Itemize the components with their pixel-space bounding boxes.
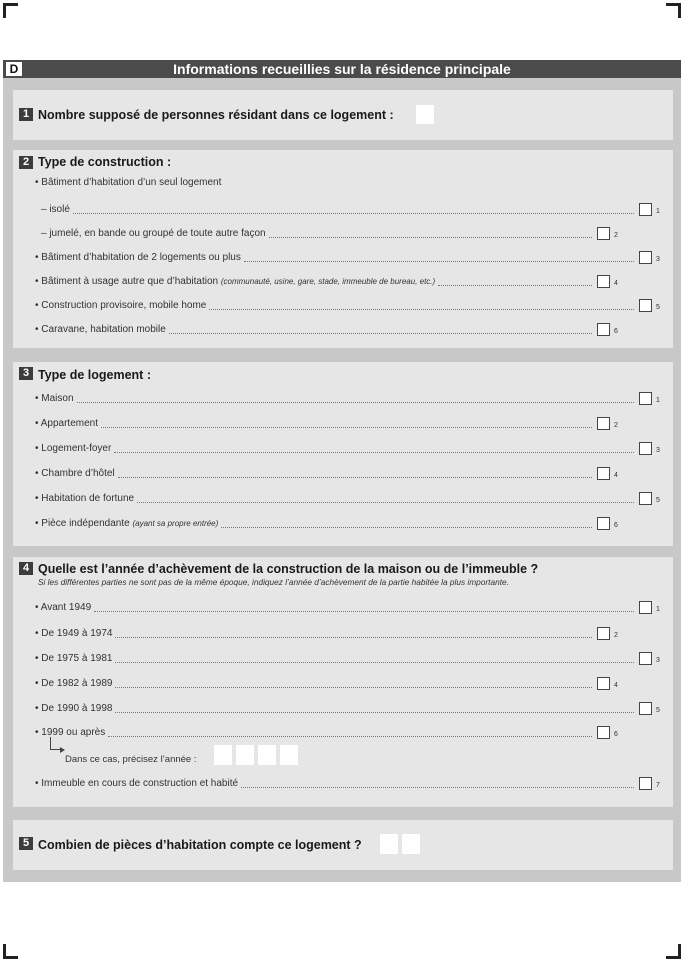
dot-leader	[77, 402, 634, 403]
crop-mark-bottom-right	[666, 944, 681, 959]
section-title: Informations recueillies sur la résidence principale	[173, 61, 511, 77]
question-2-box	[13, 150, 673, 348]
question-2-number: 2	[19, 156, 33, 169]
question-4-note: Si les différentes parties ne sont pas de la même époque, indiquez l’année d’achèvement de la partie habitée la plus importante.	[38, 577, 509, 587]
option-code: 6	[614, 731, 618, 738]
dot-leader	[73, 213, 634, 214]
question-4-number: 4	[19, 562, 33, 575]
question-2-text: Type de construction :	[38, 155, 172, 169]
option-code: 3	[656, 447, 660, 454]
section-header	[3, 60, 681, 78]
option-label: • Habitation de fortune	[35, 493, 135, 504]
checkbox[interactable]	[639, 251, 652, 264]
option-code: 1	[656, 208, 660, 215]
option-code: 5	[656, 304, 660, 311]
checkbox[interactable]	[597, 227, 610, 240]
option-label: • Bâtiment d’habitation de 2 logements ou plus	[35, 252, 241, 263]
option-label: • De 1975 à 1981	[35, 653, 113, 664]
checkbox[interactable]	[639, 777, 652, 790]
option-label: • Immeuble en cours de construction et habité	[35, 778, 239, 789]
question-3-text: Type de logement :	[38, 368, 151, 382]
option-code: 6	[614, 328, 618, 335]
option-code: 7	[656, 782, 660, 789]
option-label: • De 1982 à 1989	[35, 678, 113, 689]
construction-option-3[interactable]	[35, 251, 665, 265]
option-label: • Maison	[35, 393, 74, 404]
construction-option-1[interactable]	[35, 203, 665, 217]
option-code: 6	[614, 522, 618, 529]
year-option-4[interactable]	[35, 677, 623, 691]
option-label: • Appartement	[35, 418, 98, 429]
option-label: – jumelé, en bande ou groupé de toute autre façon	[41, 228, 266, 239]
checkbox[interactable]	[597, 275, 610, 288]
question-1-number: 1	[19, 108, 33, 121]
dot-leader	[115, 637, 592, 638]
checkbox[interactable]	[639, 299, 652, 312]
rooms-digit-2-field[interactable]	[402, 834, 420, 854]
dot-leader	[209, 309, 634, 310]
dot-leader	[108, 736, 592, 737]
construction-group-label-text: • Bâtiment d’habitation d’un seul logement	[35, 177, 222, 188]
checkbox[interactable]	[639, 492, 652, 505]
checkbox[interactable]	[597, 517, 610, 530]
housing-option-3[interactable]	[35, 442, 665, 456]
option-code: 5	[656, 497, 660, 504]
construction-option-2[interactable]	[35, 227, 623, 241]
option-label-note: (communauté, usine, gare, stade, immeuble de bureau, etc.)	[220, 277, 436, 286]
dot-leader	[115, 662, 634, 663]
housing-option-1[interactable]	[35, 392, 665, 406]
question-3-number: 3	[19, 367, 33, 380]
crop-mark-top-right	[666, 3, 681, 18]
year-digit-2-field[interactable]	[236, 745, 254, 765]
option-label: • De 1990 à 1998	[35, 703, 113, 714]
year-digit-3-field[interactable]	[258, 745, 276, 765]
housing-option-6[interactable]	[35, 517, 623, 531]
option-label: • Caravane, habitation mobile	[35, 324, 166, 335]
year-digit-4-field[interactable]	[280, 745, 298, 765]
checkbox[interactable]	[597, 627, 610, 640]
year-option-2[interactable]	[35, 627, 623, 641]
construction-group-label	[35, 176, 221, 190]
option-label: • Logement-foyer	[35, 443, 112, 454]
year-option-1[interactable]	[35, 601, 665, 615]
checkbox[interactable]	[597, 417, 610, 430]
construction-option-6[interactable]	[35, 323, 623, 337]
year-option-6[interactable]	[35, 726, 623, 740]
option-label: • Chambre d’hôtel	[35, 468, 115, 479]
dot-leader	[221, 527, 592, 528]
year-prompt: Dans ce cas, précisez l’année :	[65, 754, 197, 765]
option-code: 1	[656, 606, 660, 613]
checkbox[interactable]	[597, 467, 610, 480]
checkbox[interactable]	[597, 726, 610, 739]
dot-leader	[244, 261, 634, 262]
option-label: • Bâtiment à usage autre que d’habitation	[35, 276, 219, 287]
question-5-box	[13, 820, 673, 870]
option-label: – isolé	[41, 204, 70, 215]
dot-leader	[115, 687, 592, 688]
section-letter: D	[6, 62, 22, 76]
option-label: • Construction provisoire, mobile home	[35, 300, 207, 311]
option-code: 4	[614, 280, 618, 287]
question-4-text: Quelle est l’année d’achèvement de la construction de la maison ou de l’immeuble ?	[38, 562, 539, 576]
option-label: • 1999 ou après	[35, 727, 106, 738]
question-3-box	[13, 362, 673, 546]
option-label: • Avant 1949	[35, 602, 92, 613]
housing-option-4[interactable]	[35, 467, 623, 481]
question-5-number: 5	[19, 837, 33, 850]
checkbox[interactable]	[639, 392, 652, 405]
form-section-d	[3, 60, 681, 882]
persons-count-field[interactable]	[416, 105, 434, 124]
option-code: 1	[656, 397, 660, 404]
option-label-note: (ayant sa propre entrée)	[132, 519, 219, 528]
crop-mark-bottom-left	[3, 944, 18, 959]
option-code: 3	[656, 256, 660, 263]
checkbox[interactable]	[639, 702, 652, 715]
checkbox[interactable]	[597, 677, 610, 690]
question-4-box	[13, 557, 673, 807]
dot-leader	[101, 427, 592, 428]
checkbox[interactable]	[639, 601, 652, 614]
year-digit-1-field[interactable]	[214, 745, 232, 765]
dot-leader	[94, 611, 634, 612]
dot-leader	[114, 452, 634, 453]
construction-option-5[interactable]	[35, 299, 665, 313]
option-code: 2	[614, 632, 618, 639]
dot-leader	[118, 477, 592, 478]
checkbox[interactable]	[639, 652, 652, 665]
option-code: 2	[614, 422, 618, 429]
question-1-box	[13, 90, 673, 140]
dot-leader	[269, 237, 592, 238]
dot-leader	[169, 333, 592, 334]
year-option-7[interactable]	[35, 777, 665, 791]
option-code: 2	[614, 232, 618, 239]
option-label: • Pièce indépendante	[35, 518, 130, 529]
question-5-text: Combien de pièces d’habitation compte ce logement ?	[38, 838, 362, 852]
housing-option-5[interactable]	[35, 492, 665, 506]
option-code: 4	[614, 682, 618, 689]
dot-leader	[241, 787, 634, 788]
checkbox[interactable]	[639, 203, 652, 216]
rooms-digit-1-field[interactable]	[380, 834, 398, 854]
dot-leader	[438, 285, 592, 286]
construction-option-4[interactable]	[35, 275, 623, 289]
housing-option-2[interactable]	[35, 417, 623, 431]
question-1-text: Nombre supposé de personnes résidant dans ce logement :	[38, 108, 394, 122]
checkbox[interactable]	[639, 442, 652, 455]
option-label: • De 1949 à 1974	[35, 628, 113, 639]
checkbox[interactable]	[597, 323, 610, 336]
crop-mark-top-left	[3, 3, 18, 18]
option-code: 4	[614, 472, 618, 479]
year-option-5[interactable]	[35, 702, 665, 716]
dot-leader	[115, 712, 634, 713]
option-code: 5	[656, 707, 660, 714]
option-code: 3	[656, 657, 660, 664]
follow-up-arrow-icon	[50, 737, 61, 750]
year-option-3[interactable]	[35, 652, 665, 666]
dot-leader	[137, 502, 634, 503]
